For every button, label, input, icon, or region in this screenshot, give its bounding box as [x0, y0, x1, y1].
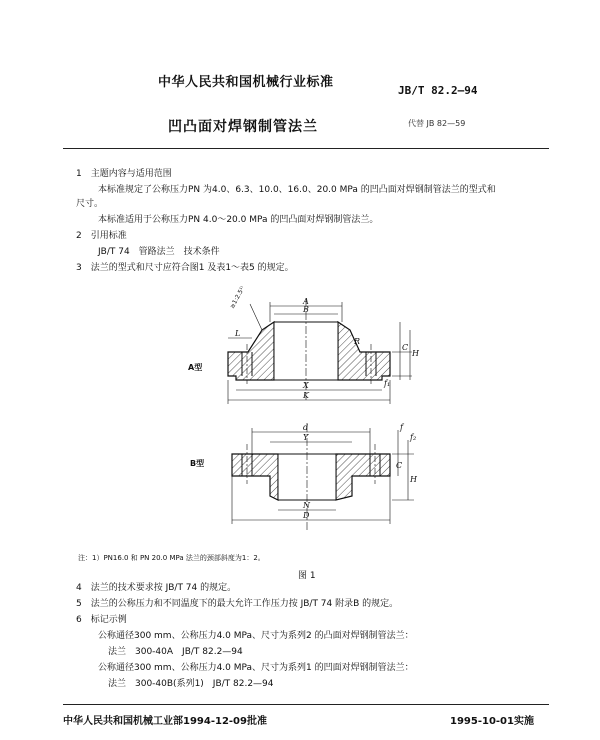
effective-date: 1995-10-01实施	[450, 716, 534, 727]
section-2-reference: JB/T 74 管路法兰 技术条件	[98, 247, 220, 257]
section-1-title: 1 主题内容与适用范围	[76, 169, 172, 179]
section-4-text: 4 法兰的技术要求按 JB/T 74 的规定。	[76, 583, 237, 593]
section-5-text: 5 法兰的公称压力和不同温度下的最大允许工作压力按 JB/T 74 附录B 的规定。	[76, 599, 399, 609]
type-b-right-section	[336, 454, 390, 500]
dim-a-A: A	[303, 297, 309, 306]
example-1-marking: 法兰 300-40A JB/T 82.2—94	[108, 647, 243, 657]
type-a-label: A型	[188, 363, 203, 372]
section-1-paragraph-1: 本标准规定了公称压力PN 为4.0、6.3、10.0、16.0、20.0 MPa 的凹凸面对焊钢制管法兰的型式和	[98, 185, 496, 195]
section-1-paragraph-1-cont: 尺寸。	[76, 199, 104, 209]
dim-a-C: C	[402, 343, 409, 352]
example-1-description: 公称通径300 mm、公称压力4.0 MPa、尺寸为系列2 的凸面对焊钢制管法兰：	[98, 631, 414, 641]
figure-note: 注：1）PN16.0 和 PN 20.0 MPa 法兰的颈部斜度为1：2。	[78, 554, 265, 562]
slope-annotation: ≥1:2.5¹⁾	[228, 285, 247, 310]
dim-a-H: H	[412, 349, 419, 358]
dim-b-f2: f₂	[410, 433, 417, 442]
example-2-marking: 法兰 300-40B(系列1) JB/T 82.2—94	[108, 679, 274, 689]
dim-b-C: C	[396, 461, 403, 470]
footer-rule	[63, 704, 549, 705]
type-b-label: B型	[190, 459, 205, 468]
type-a-flange	[228, 298, 412, 404]
dim-b-N: N	[303, 501, 310, 510]
dim-a-L: L	[235, 329, 241, 338]
dim-b-Y: Y	[303, 433, 309, 442]
dim-b-H: H	[410, 475, 417, 484]
section-3-text: 3 法兰的型式和尺寸应符合图1 及表1～表5 的规定。	[76, 263, 294, 273]
dim-b-D: D	[303, 511, 310, 520]
approval-note: 中华人民共和国机械工业部1994-12-09批准	[63, 716, 267, 727]
section-6-title: 6 标记示例	[76, 615, 127, 625]
figure-caption: 图 1	[298, 571, 316, 581]
example-2-description: 公称通径300 mm、公称压力4.0 MPa、尺寸为系列1 的凹面对焊钢制管法兰：	[98, 663, 414, 673]
dim-a-R: R	[354, 337, 361, 346]
dim-a-B: B	[303, 305, 309, 314]
dim-a-X: X	[303, 381, 309, 390]
standard-code: JB/T 82.2—94	[398, 84, 478, 97]
dim-a-K: K	[303, 391, 309, 400]
type-b-flange	[232, 424, 417, 530]
document-title: 凹凸面对焊钢制管法兰	[168, 119, 318, 135]
replaces-note: 代替 JB 82—59	[408, 119, 466, 128]
type-a-right-section	[338, 322, 390, 380]
dim-b-d: d	[303, 423, 309, 432]
dim-a-f1: f₁	[384, 379, 391, 388]
type-b-left-section	[232, 454, 278, 500]
dim-b-f: f	[400, 423, 403, 432]
section-1-paragraph-2: 本标准适用于公称压力PN 4.0～20.0 MPa 的凹凸面对焊钢制管法兰。	[98, 215, 379, 225]
section-2-title: 2 引用标准	[76, 231, 127, 241]
issuing-organization: 中华人民共和国机械行业标准	[158, 75, 334, 90]
